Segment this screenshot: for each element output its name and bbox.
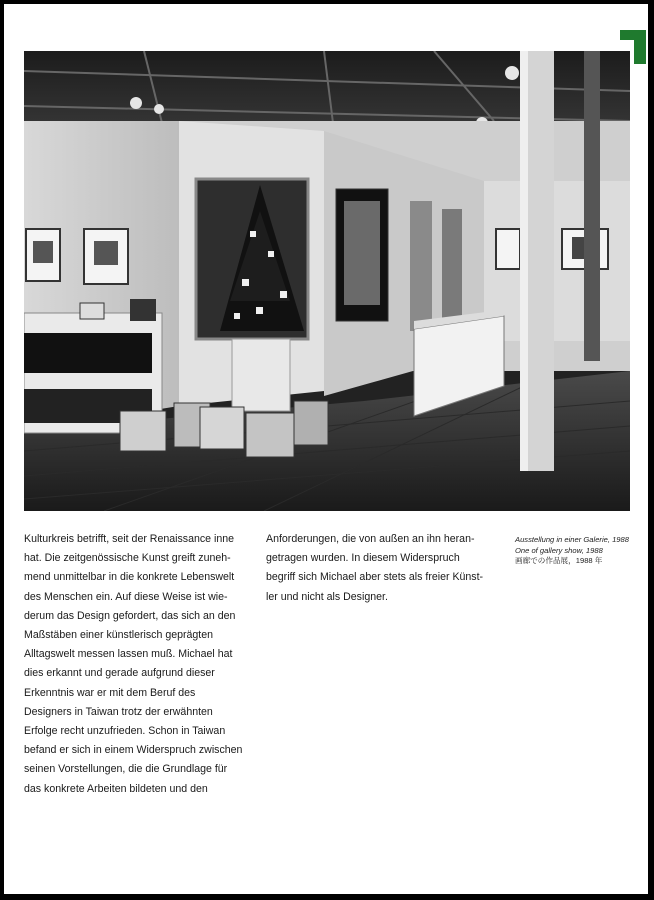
book-page bbox=[4, 4, 648, 894]
text-line: dies erkannt und gerade aufgrund dieser bbox=[24, 667, 215, 680]
text-line: ler und nicht als Designer. bbox=[266, 590, 388, 603]
text-line: Kulturkreis betrifft, seit der Renaissance inne bbox=[24, 533, 235, 545]
body-text-right-column bbox=[266, 530, 484, 607]
body-text-left-column bbox=[24, 530, 243, 799]
text-line: das konkrete Arbeiten bildeten und den bbox=[24, 782, 208, 795]
text-line: seinen Vorstellungen, die die Grundlage für bbox=[24, 763, 228, 776]
caption-chinese: 画廊での作品展，1988 年 bbox=[515, 556, 603, 565]
text-line: Maßstäben einer künstlerisch geprägten bbox=[24, 629, 214, 642]
text-line: derum das Design gefordert, das sich an den bbox=[24, 609, 236, 622]
text-line: Erfolge recht unzufrieden. Schon in Taiwan bbox=[24, 725, 226, 738]
gallery-photo bbox=[24, 51, 630, 511]
text-line: begriff sich Michael aber stets als freier Künst- bbox=[266, 571, 484, 584]
photo-caption bbox=[515, 535, 645, 567]
text-line: Designers in Taiwan trotz der erwähnten bbox=[24, 705, 213, 718]
text-line: hat. Die zeitgenössische Kunst greift zuneh- bbox=[24, 552, 231, 565]
text-line: getragen wurden. In diesem Widerspruch bbox=[266, 552, 460, 565]
text-line: Alltagswelt messen lassen muß. Michael hat bbox=[24, 648, 233, 661]
text-line: Erkenntnis war er mit dem Beruf des bbox=[24, 686, 196, 699]
text-line: mend unmittelbar in die konkrete Lebenswelt bbox=[24, 571, 235, 584]
caption-german: Ausstellung in einer Galerie, 1988 bbox=[515, 535, 629, 544]
text-line: befand er sich in einem Widerspruch zwischen bbox=[24, 744, 243, 757]
text-line: Anforderungen, die von außen an ihn heran- bbox=[266, 533, 475, 545]
text-line: des Menschen ein. Auf diese Weise ist wie- bbox=[24, 590, 228, 603]
caption-english: One of gallery show, 1988 bbox=[515, 545, 603, 555]
